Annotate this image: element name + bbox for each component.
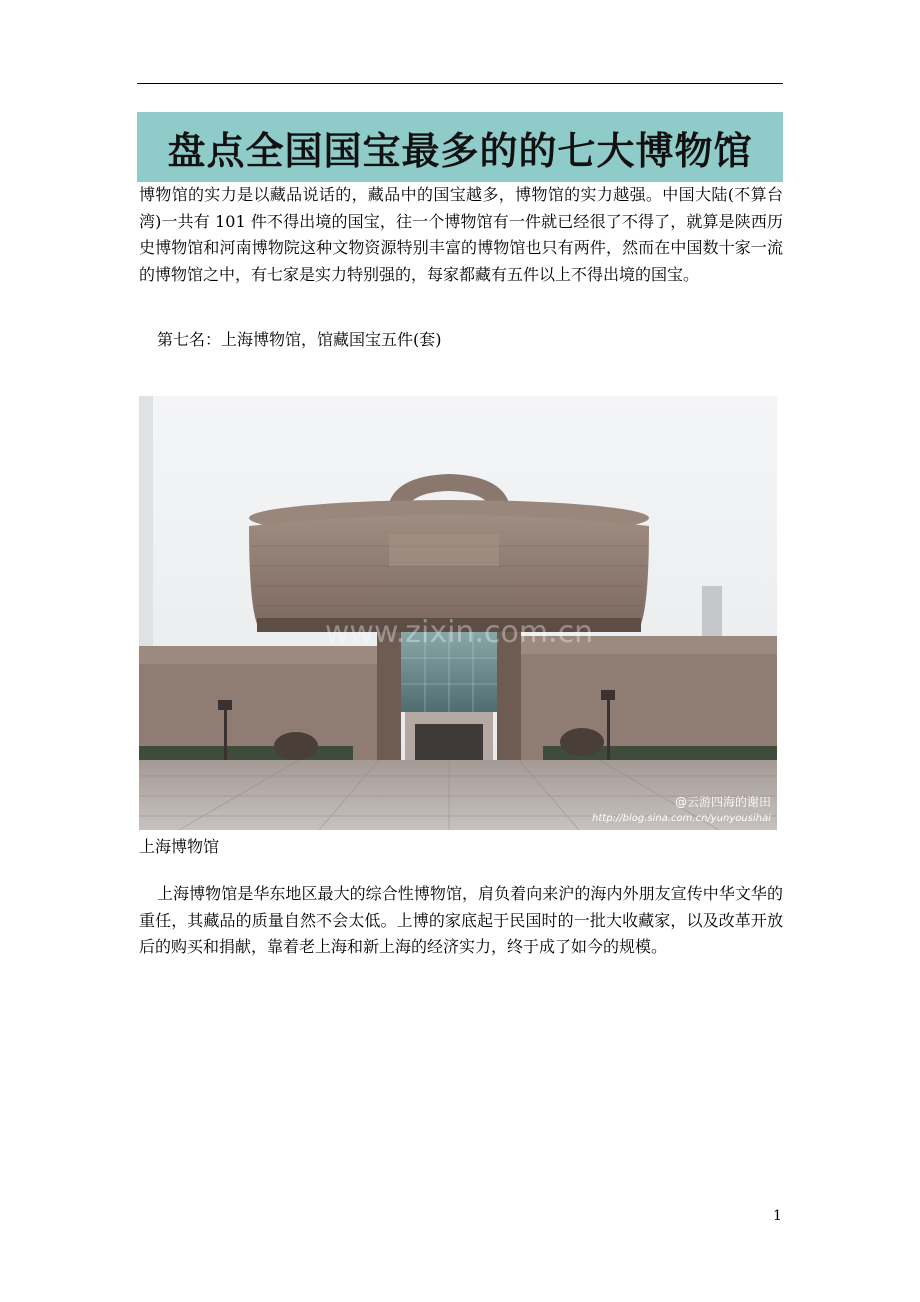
- document-title: 盘点全国国宝最多的的七大博物馆: [167, 128, 753, 173]
- section-heading: 第七名：上海博物馆，馆藏国宝五件(套): [157, 330, 442, 349]
- left-shrub: [274, 732, 318, 760]
- drum-body: [249, 515, 649, 624]
- engraved-name-panel: [389, 534, 499, 566]
- photo-credit-url: http://blog.sina.com.cn/yunyousihai: [592, 813, 771, 824]
- right-shrub: [560, 728, 604, 756]
- center-pillar-right: [497, 632, 521, 766]
- museum-description-paragraph: 上海博物馆是华东地区最大的综合性博物馆，肩负着向来沪的海内外朋友宣传中华文华的重任，其藏品的质量自然不会太低。上博的家底起于民国时的一批大收藏家，以及改革开放后的购买和捐献，靠着老上海和新上海的经济实力，终于成了如今的规模。: [139, 884, 783, 956]
- page-number: 1: [773, 1208, 782, 1224]
- center-pillar-left: [377, 632, 401, 766]
- header-rule: [137, 83, 783, 84]
- lamp-head-left: [218, 700, 232, 710]
- intro-paragraph: 博物馆的实力是以藏品说话的，藏品中的国宝越多，博物馆的实力越强。中国大陆(不算台湾)一共有 101 件不得出境的国宝，往一个博物馆有一件就已经很了不得了，就算是陕西历史博物馆和河南博物院这种文物资源特别丰富的博物馆也只有两件，然而在中国数十家一流的博物馆之中，有七家是实力特别强的，每家都藏有五件以上不得出境的国宝。: [139, 185, 783, 284]
- background-building: [702, 586, 722, 636]
- watermark-center: www.zixin.com.cn: [324, 615, 594, 650]
- title-band: [137, 112, 783, 182]
- photo-credit-name: @云游四海的谢田: [674, 795, 771, 809]
- photo-caption: 上海博物馆: [139, 837, 220, 856]
- lamp-head-right: [601, 690, 615, 700]
- shanghai-museum-photo: [139, 396, 777, 830]
- left-hedge: [139, 746, 353, 760]
- entrance-doors: [415, 724, 483, 766]
